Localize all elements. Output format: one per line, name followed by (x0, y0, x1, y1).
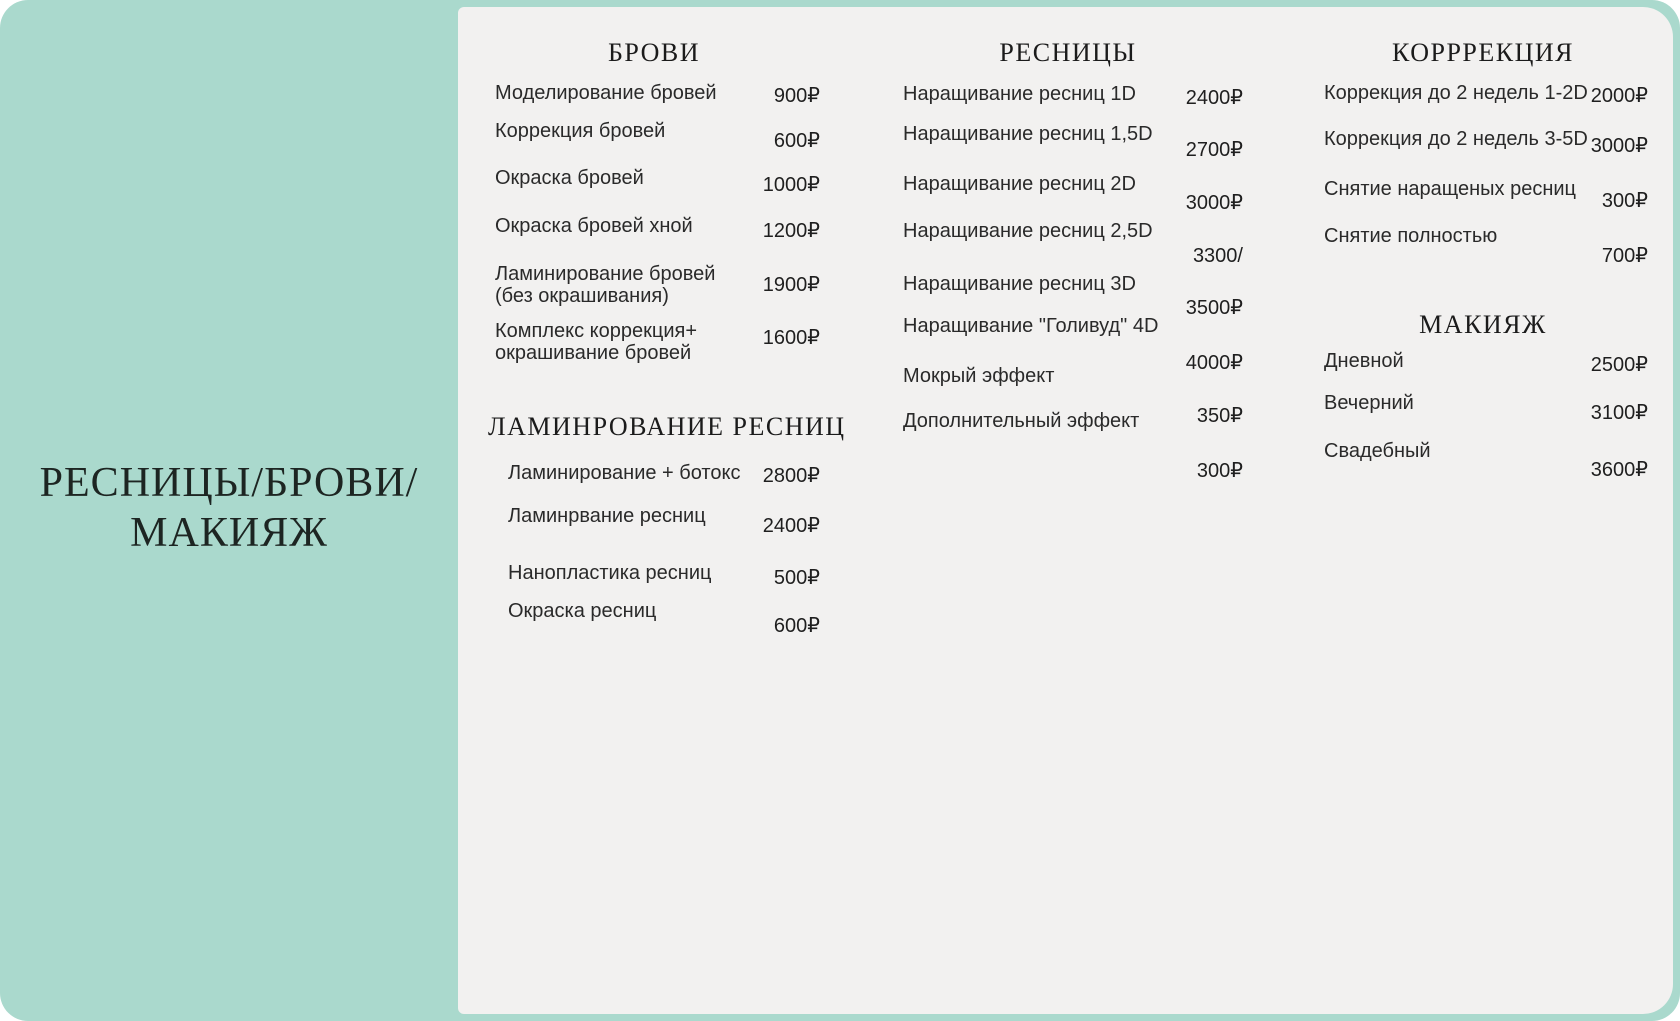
service-label: Снятие наращеных ресниц (1324, 178, 1576, 200)
section-correction-title: КОРРРЕКЦИЯ (1392, 38, 1574, 67)
service-price: 3300/ (1192, 245, 1243, 267)
section-brows-title: БРОВИ (607, 38, 701, 67)
service-price: 3500₽ (1185, 297, 1243, 319)
service-price: 2400₽ (1185, 87, 1243, 109)
service-label: Наращивание ресниц 3D (903, 273, 1136, 295)
section-correction (1318, 33, 1648, 293)
service-label: Комплекс коррекция+ окрашивание бровей (495, 320, 698, 364)
service-label: Наращивание ресниц 2,5D (903, 220, 1153, 242)
service-price: 3100₽ (1590, 402, 1648, 424)
service-label: Моделирование бровей (495, 82, 717, 104)
service-price: 3000₽ (1185, 192, 1243, 214)
service-label: Наращивание ресниц 1D (903, 83, 1136, 105)
price-card (458, 7, 1673, 1014)
category-title-line1: РЕСНИЦЫ/БРОВИ/ (39, 460, 419, 506)
service-price: 2700₽ (1185, 139, 1243, 161)
section-makeup (1318, 310, 1648, 490)
service-price: 3600₽ (1590, 459, 1648, 481)
section-lamination-title: ЛАМИНРОВАНИЕ РЕСНИЦ (488, 412, 846, 441)
service-price: 300₽ (1196, 460, 1243, 482)
service-price: 1900₽ (762, 274, 820, 296)
service-price: 2000₽ (1590, 85, 1648, 107)
service-price: 500₽ (773, 567, 820, 589)
service-label: Дневной (1324, 350, 1404, 372)
service-price: 300₽ (1601, 190, 1648, 212)
service-price: 2500₽ (1590, 354, 1648, 376)
service-label: Ламинирование + ботокс (508, 462, 741, 484)
service-price: 600₽ (773, 130, 820, 152)
service-price: 2400₽ (762, 515, 820, 537)
service-label: Окраска ресниц (508, 600, 657, 622)
service-price: 700₽ (1601, 245, 1648, 267)
service-price: 3000₽ (1590, 135, 1648, 157)
service-price: 900₽ (773, 85, 820, 107)
service-label: Коррекция до 2 недель 1-2D (1324, 82, 1588, 104)
section-lashes-title: РЕСНИЦЫ (999, 38, 1137, 67)
service-label: Наращивание "Голивуд" 4D (903, 315, 1159, 337)
service-price: 1600₽ (762, 327, 820, 349)
section-makeup-title: МАКИЯЖ (1419, 310, 1547, 339)
service-label: Дополнительный эффект (903, 410, 1140, 432)
service-price: 4000₽ (1185, 352, 1243, 374)
category-title-line2: МАКИЯЖ (130, 510, 328, 556)
service-label: Коррекция бровей (495, 120, 666, 142)
service-price: 1000₽ (762, 174, 820, 196)
service-label: Свадебный (1324, 440, 1431, 462)
service-label: Окраска бровей (495, 167, 644, 189)
service-label: Наращивание ресниц 2D (903, 173, 1136, 195)
section-brows (488, 33, 820, 405)
service-label: Вечерний (1324, 392, 1414, 414)
section-lashes (893, 33, 1243, 493)
category-title (0, 458, 458, 558)
service-price: 350₽ (1196, 405, 1243, 427)
service-label: Ламинирование бровей (без окрашивания) (495, 263, 716, 307)
section-lamination (488, 412, 846, 652)
service-label: Мокрый эффект (903, 365, 1055, 387)
service-label: Наращивание ресниц 1,5D (903, 123, 1153, 145)
service-label: Окраска бровей хной (495, 215, 693, 237)
service-price: 2800₽ (762, 465, 820, 487)
service-price: 600₽ (773, 615, 820, 637)
service-price: 1200₽ (762, 220, 820, 242)
service-label: Снятие полностью (1324, 225, 1498, 247)
service-label: Коррекция до 2 недель 3-5D (1324, 128, 1588, 150)
service-label: Ламинрвание ресниц (508, 505, 706, 527)
service-label: Нанопластика ресниц (508, 562, 712, 584)
